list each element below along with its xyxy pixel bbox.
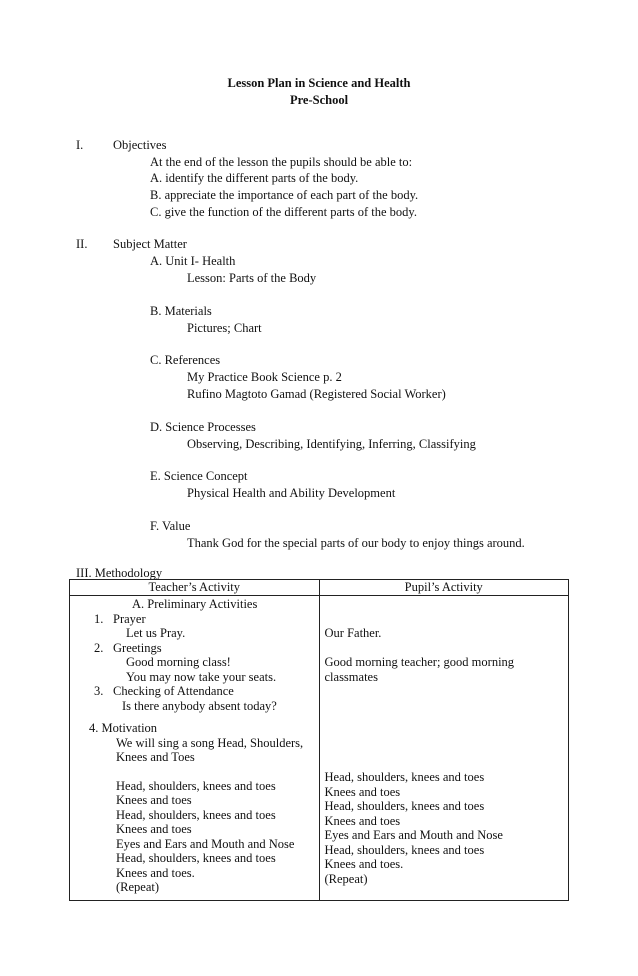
song-line: Eyes and Ears and Mouth and Nose [116, 837, 295, 851]
section-label-concept: E. Science Concept [150, 469, 248, 483]
methodology-heading: III. Methodology [76, 566, 163, 580]
song-line: Head, shoulders, knees and toes [324, 799, 485, 813]
prayer-reply: Our Father. [324, 626, 382, 640]
song-line: (Repeat) [116, 880, 160, 894]
motivation-heading: 4. Motivation [89, 721, 158, 735]
section-detail-value: Thank God for the special parts of our body to enjoy things around. [187, 536, 525, 550]
objective-item: C. give the function of the different parts of the body. [150, 205, 417, 219]
prayer-line: Let us Pray. [126, 626, 186, 640]
document-subtitle: Pre-School [289, 93, 349, 107]
objectives-heading: Objectives [113, 138, 167, 152]
prayer-number: 1. [94, 612, 104, 626]
section-label-processes: D. Science Processes [150, 420, 256, 434]
pupil-activity-cell [319, 596, 569, 901]
preliminary-activities: A. Preliminary Activities [132, 597, 258, 611]
greetings-line: Good morning class! [126, 655, 231, 669]
section-detail-unit: Lesson: Parts of the Body [187, 271, 317, 285]
greetings-heading: Greetings [113, 641, 162, 655]
document-title: Lesson Plan in Science and Health [227, 76, 411, 90]
song-line: Knees and toes [116, 822, 192, 836]
teacher-activity-cell [70, 596, 320, 901]
motivation-line: Knees and Toes [116, 750, 195, 764]
section-label-value: F. Value [150, 519, 191, 533]
song-line: Head, shoulders, knees and toes [324, 770, 485, 784]
section-label-references: C. References [150, 353, 221, 367]
song-line: Knees and toes [324, 785, 401, 799]
motivation-line: We will sing a song Head, Shoulders, [116, 736, 304, 750]
section-label-unit: A. Unit I- Health [150, 254, 236, 268]
objectives-intro: At the end of the lesson the pupils should be able to: [150, 155, 413, 169]
attendance-heading: Checking of Attendance [113, 684, 234, 698]
column-header-teacher: Teacher’s Activity [70, 580, 320, 596]
song-line: Head, shoulders, knees and toes [116, 851, 276, 865]
attendance-line: Is there anybody absent today? [122, 699, 277, 713]
attendance-number: 3. [94, 684, 104, 698]
objective-item: B. appreciate the importance of each part of the body. [150, 188, 419, 202]
song-line: (Repeat) [324, 872, 368, 886]
section-detail-processes: Observing, Describing, Identifying, Inferring, Classifying [187, 437, 476, 451]
greetings-line: You may now take your seats. [126, 670, 277, 684]
section-detail-concept: Physical Health and Ability Development [187, 486, 396, 500]
subject-matter-heading: Subject Matter [113, 237, 187, 251]
section-detail-references-2: Rufino Magtoto Gamad (Registered Social Worker) [187, 387, 446, 401]
prayer-heading: Prayer [113, 612, 146, 626]
song-line: Eyes and Ears and Mouth and Nose [324, 828, 503, 842]
song-line: Knees and toes. [116, 866, 195, 880]
greeting-reply: Good morning teacher; good morning [324, 655, 515, 669]
greeting-reply: classmates [324, 670, 378, 684]
section-detail-materials: Pictures; Chart [187, 321, 262, 335]
song-line: Knees and toes [324, 814, 401, 828]
song-line: Knees and toes. [324, 857, 404, 871]
song-line: Head, shoulders, knees and toes [324, 843, 485, 857]
subject-matter-numeral: II. [76, 237, 88, 251]
song-line: Head, shoulders, knees and toes [116, 808, 276, 822]
objective-item: A. identify the different parts of the body. [150, 171, 359, 185]
greetings-number: 2. [94, 641, 104, 655]
song-line: Knees and toes [116, 793, 192, 807]
section-detail-references: My Practice Book Science p. 2 [187, 370, 342, 384]
column-header-pupil: Pupil’s Activity [319, 580, 569, 596]
methodology-table [69, 579, 569, 901]
song-line: Head, shoulders, knees and toes [116, 779, 276, 793]
section-label-materials: B. Materials [150, 304, 212, 318]
objectives-numeral: I. [76, 138, 84, 152]
